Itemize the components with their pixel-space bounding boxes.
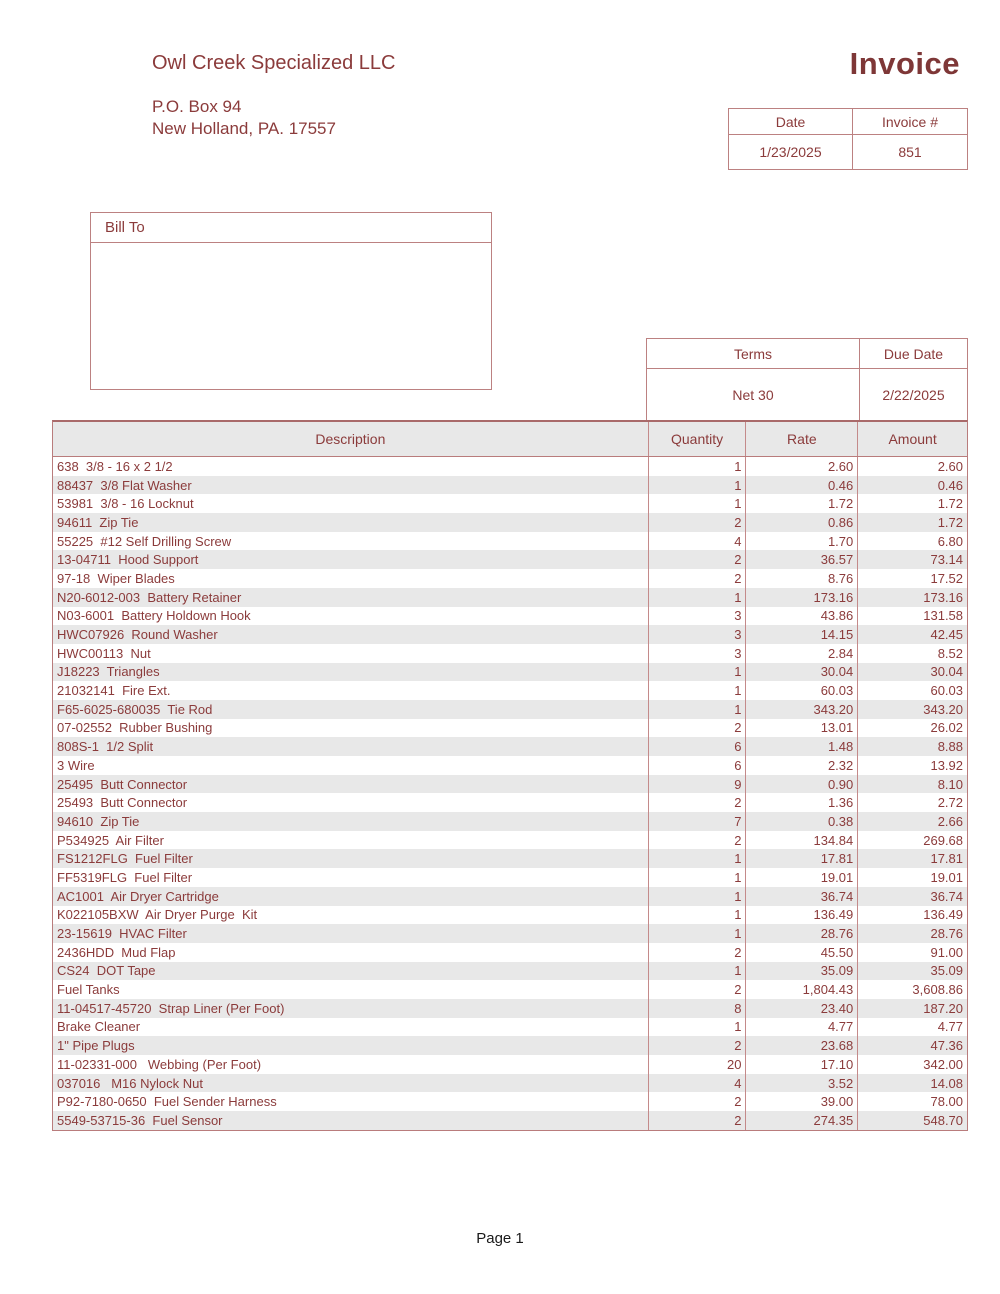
- description-column-header: Description: [315, 431, 386, 447]
- table-row: [53, 756, 967, 775]
- table-row: [53, 999, 967, 1018]
- rate-cell: 274.35: [745, 1111, 857, 1130]
- quantity-cell: 1: [648, 906, 746, 925]
- rate-cell: 1,804.43: [745, 980, 857, 999]
- description-cell: 3 Wire: [57, 757, 95, 773]
- rate-cell: 8.76: [745, 569, 857, 588]
- rate-cell: 23.68: [745, 1036, 857, 1055]
- due-date-header: Due Date: [859, 339, 967, 369]
- rate-cell: 35.09: [745, 962, 857, 981]
- description-cell: HWC00113 Nut: [57, 645, 151, 661]
- rate-cell: 1.48: [745, 737, 857, 756]
- description-cell: 55225 #12 Self Drilling Screw: [57, 533, 232, 549]
- table-row: [53, 1036, 967, 1055]
- quantity-cell: 2: [648, 569, 746, 588]
- rate-cell: 4.77: [745, 1018, 857, 1037]
- quantity-cell: 1: [648, 663, 746, 682]
- amount-cell: 269.68: [857, 831, 967, 850]
- quantity-cell: 2: [648, 550, 746, 569]
- quantity-column-header: Quantity: [648, 422, 746, 456]
- invoice-title: Invoice: [849, 46, 960, 81]
- table-row: [53, 906, 967, 925]
- rate-cell: 0.38: [745, 812, 857, 831]
- table-row: [53, 700, 967, 719]
- description-cell: 94611 Zip Tie: [57, 514, 139, 530]
- table-row: [53, 1111, 967, 1130]
- quantity-cell: 1: [648, 924, 746, 943]
- quantity-cell: 3: [648, 607, 746, 626]
- rate-cell: 19.01: [745, 868, 857, 887]
- table-row: [53, 737, 967, 756]
- quantity-cell: 1: [648, 887, 746, 906]
- items-table-body: [53, 457, 967, 1130]
- quantity-cell: 2: [648, 1111, 746, 1130]
- terms-table: [646, 338, 968, 420]
- amount-cell: 14.08: [857, 1074, 967, 1093]
- description-cell: 2436HDD Mud Flap: [57, 944, 176, 960]
- amount-cell: 19.01: [857, 868, 967, 887]
- quantity-cell: 20: [648, 1055, 746, 1074]
- amount-cell: 8.88: [857, 737, 967, 756]
- amount-cell: 17.52: [857, 569, 967, 588]
- rate-cell: 2.32: [745, 756, 857, 775]
- description-cell: 25495 Butt Connector: [57, 776, 188, 792]
- quantity-cell: 3: [648, 625, 746, 644]
- rate-cell: 17.10: [745, 1055, 857, 1074]
- amount-cell: 42.45: [857, 625, 967, 644]
- quantity-cell: 6: [648, 737, 746, 756]
- quantity-cell: 9: [648, 775, 746, 794]
- due-date-value: 2/22/2025: [859, 369, 967, 420]
- description-cell: 21032141 Fire Ext.: [57, 683, 171, 699]
- rate-cell: 17.81: [745, 849, 857, 868]
- description-cell: 638 3/8 - 16 x 2 1/2: [57, 458, 173, 474]
- amount-cell: 73.14: [857, 550, 967, 569]
- quantity-cell: 1: [648, 476, 746, 495]
- quantity-cell: 1: [648, 457, 746, 476]
- table-row: [53, 793, 967, 812]
- amount-cell: 548.70: [857, 1111, 967, 1130]
- amount-cell: 187.20: [857, 999, 967, 1018]
- quantity-cell: 1: [648, 1018, 746, 1037]
- quantity-cell: 7: [648, 812, 746, 831]
- table-row: [53, 569, 967, 588]
- company-name: Owl Creek Specialized LLC: [152, 52, 396, 74]
- amount-cell: 78.00: [857, 1092, 967, 1111]
- invoice-number-value: 851: [852, 135, 967, 169]
- table-row: [53, 513, 967, 532]
- table-row: [53, 607, 967, 626]
- amount-cell: 91.00: [857, 943, 967, 962]
- terms-header: Terms: [647, 339, 859, 369]
- description-cell: 037016 M16 Nylock Nut: [57, 1075, 203, 1091]
- table-row: [53, 1018, 967, 1037]
- description-cell: 11-04517-45720 Strap Liner (Per Foot): [57, 1000, 285, 1016]
- rate-cell: 23.40: [745, 999, 857, 1018]
- description-cell: Brake Cleaner: [57, 1019, 141, 1035]
- amount-cell: 1.72: [857, 513, 967, 532]
- quantity-cell: 1: [648, 588, 746, 607]
- description-cell: 25493 Butt Connector: [57, 795, 188, 811]
- amount-cell: 35.09: [857, 962, 967, 981]
- description-cell: K022105BXW Air Dryer Purge Kit: [57, 907, 258, 923]
- description-cell: 13-04711 Hood Support: [57, 552, 199, 568]
- amount-cell: 26.02: [857, 719, 967, 738]
- description-cell: 07-02552 Rubber Bushing: [57, 720, 213, 736]
- amount-cell: 136.49: [857, 906, 967, 925]
- items-table-header: [53, 422, 967, 457]
- amount-cell: 342.00: [857, 1055, 967, 1074]
- description-cell: 808S-1 1/2 Split: [57, 739, 154, 755]
- table-row: [53, 1055, 967, 1074]
- amount-cell: 2.72: [857, 793, 967, 812]
- quantity-cell: 2: [648, 513, 746, 532]
- table-row: [53, 1092, 967, 1111]
- date-header: Date: [729, 109, 852, 135]
- rate-cell: 36.57: [745, 550, 857, 569]
- rate-cell: 43.86: [745, 607, 857, 626]
- table-row: [53, 550, 967, 569]
- rate-cell: 28.76: [745, 924, 857, 943]
- table-row: [53, 849, 967, 868]
- amount-cell: 2.66: [857, 812, 967, 831]
- amount-cell: 3,608.86: [857, 980, 967, 999]
- rate-cell: 343.20: [745, 700, 857, 719]
- amount-cell: 343.20: [857, 700, 967, 719]
- rate-cell: 3.52: [745, 1074, 857, 1093]
- amount-cell: 131.58: [857, 607, 967, 626]
- description-cell: FS1212FLG Fuel Filter: [57, 851, 193, 867]
- rate-cell: 173.16: [745, 588, 857, 607]
- description-cell: 53981 3/8 - 16 Locknut: [57, 496, 194, 512]
- quantity-cell: 2: [648, 1092, 746, 1111]
- quantity-cell: 2: [648, 831, 746, 850]
- amount-cell: 2.60: [857, 457, 967, 476]
- table-row: [53, 887, 967, 906]
- quantity-cell: 2: [648, 719, 746, 738]
- amount-cell: 0.46: [857, 476, 967, 495]
- description-cell: 11-02331-000 Webbing (Per Foot): [57, 1056, 262, 1072]
- quantity-cell: 1: [648, 868, 746, 887]
- table-row: [53, 962, 967, 981]
- bill-to-box: [90, 212, 492, 390]
- amount-cell: 8.10: [857, 775, 967, 794]
- table-row: [53, 532, 967, 551]
- page-number: Page 1: [476, 1230, 524, 1247]
- description-cell: J18223 Triangles: [57, 664, 160, 680]
- amount-cell: 30.04: [857, 663, 967, 682]
- table-row: [53, 457, 967, 476]
- terms-value: Net 30: [732, 386, 774, 403]
- address-line-1: P.O. Box 94: [152, 97, 242, 116]
- rate-cell: 2.84: [745, 644, 857, 663]
- table-row: [53, 476, 967, 495]
- amount-cell: 47.36: [857, 1036, 967, 1055]
- description-cell: 5549-53715-36 Fuel Sensor: [57, 1112, 223, 1128]
- description-cell: 23-15619 HVAC Filter: [57, 926, 187, 942]
- description-cell: N03-6001 Battery Holdown Hook: [57, 608, 251, 624]
- table-row: [53, 663, 967, 682]
- quantity-cell: 8: [648, 999, 746, 1018]
- amount-cell: 17.81: [857, 849, 967, 868]
- invoice-number-header: Invoice #: [852, 109, 967, 135]
- amount-cell: 173.16: [857, 588, 967, 607]
- table-row: [53, 625, 967, 644]
- quantity-cell: 4: [648, 532, 746, 551]
- amount-cell: 36.74: [857, 887, 967, 906]
- amount-cell: 4.77: [857, 1018, 967, 1037]
- quantity-cell: 1: [648, 849, 746, 868]
- table-row: [53, 980, 967, 999]
- description-cell: CS24 DOT Tape: [57, 963, 156, 979]
- quantity-cell: 4: [648, 1074, 746, 1093]
- terms-value-row: [647, 369, 967, 420]
- quantity-cell: 1: [648, 494, 746, 513]
- description-cell: Fuel Tanks: [57, 982, 120, 998]
- table-row: [53, 1074, 967, 1093]
- quantity-cell: 2: [648, 1036, 746, 1055]
- rate-cell: 134.84: [745, 831, 857, 850]
- table-row: [53, 924, 967, 943]
- rate-cell: 1.72: [745, 494, 857, 513]
- description-cell: HWC07926 Round Washer: [57, 627, 218, 643]
- quantity-cell: 2: [648, 980, 746, 999]
- bill-to-label: Bill To: [91, 213, 491, 243]
- line-items-table: [52, 420, 968, 1131]
- rate-cell: 13.01: [745, 719, 857, 738]
- quantity-cell: 1: [648, 700, 746, 719]
- rate-cell: 36.74: [745, 887, 857, 906]
- description-cell: 97-18 Wiper Blades: [57, 570, 175, 586]
- table-row: [53, 831, 967, 850]
- company-address: [152, 96, 336, 140]
- amount-column-header: Amount: [857, 422, 967, 456]
- date-invoice-value-row: [729, 135, 967, 169]
- table-row: [53, 775, 967, 794]
- rate-cell: 136.49: [745, 906, 857, 925]
- quantity-cell: 6: [648, 756, 746, 775]
- table-row: [53, 943, 967, 962]
- rate-cell: 1.36: [745, 793, 857, 812]
- amount-cell: 28.76: [857, 924, 967, 943]
- description-cell: F65-6025-680035 Tie Rod: [57, 701, 213, 717]
- rate-cell: 45.50: [745, 943, 857, 962]
- quantity-cell: 3: [648, 644, 746, 663]
- amount-cell: 1.72: [857, 494, 967, 513]
- description-cell: 88437 3/8 Flat Washer: [57, 477, 192, 493]
- rate-cell: 0.46: [745, 476, 857, 495]
- amount-cell: 13.92: [857, 756, 967, 775]
- table-row: [53, 681, 967, 700]
- amount-cell: 6.80: [857, 532, 967, 551]
- amount-cell: 60.03: [857, 681, 967, 700]
- date-value: 1/23/2025: [759, 144, 822, 160]
- rate-cell: 30.04: [745, 663, 857, 682]
- table-row: [53, 868, 967, 887]
- table-row: [53, 812, 967, 831]
- description-cell: FF5319FLG Fuel Filter: [57, 869, 193, 885]
- rate-cell: 39.00: [745, 1092, 857, 1111]
- rate-cell: 14.15: [745, 625, 857, 644]
- rate-cell: 0.90: [745, 775, 857, 794]
- terms-header-row: [647, 339, 967, 369]
- rate-cell: 60.03: [745, 681, 857, 700]
- quantity-cell: 1: [648, 681, 746, 700]
- table-row: [53, 719, 967, 738]
- description-cell: P92-7180-0650 Fuel Sender Harness: [57, 1094, 277, 1110]
- description-cell: 94610 Zip Tie: [57, 813, 140, 829]
- amount-cell: 8.52: [857, 644, 967, 663]
- quantity-cell: 2: [648, 943, 746, 962]
- rate-column-header: Rate: [745, 422, 857, 456]
- date-invoice-header-row: [729, 109, 967, 135]
- quantity-cell: 2: [648, 793, 746, 812]
- address-line-2: New Holland, PA. 17557: [152, 119, 336, 138]
- description-cell: P534925 Air Filter: [57, 832, 164, 848]
- table-row: [53, 644, 967, 663]
- rate-cell: 0.86: [745, 513, 857, 532]
- rate-cell: 1.70: [745, 532, 857, 551]
- rate-cell: 2.60: [745, 457, 857, 476]
- bill-to-content: [91, 243, 491, 390]
- table-row: [53, 588, 967, 607]
- table-row: [53, 494, 967, 513]
- quantity-cell: 1: [648, 962, 746, 981]
- description-cell: AC1001 Air Dryer Cartridge: [57, 888, 219, 904]
- description-cell: N20-6012-003 Battery Retainer: [57, 589, 242, 605]
- date-invoice-table: [728, 108, 968, 170]
- description-cell: 1" Pipe Plugs: [57, 1038, 135, 1054]
